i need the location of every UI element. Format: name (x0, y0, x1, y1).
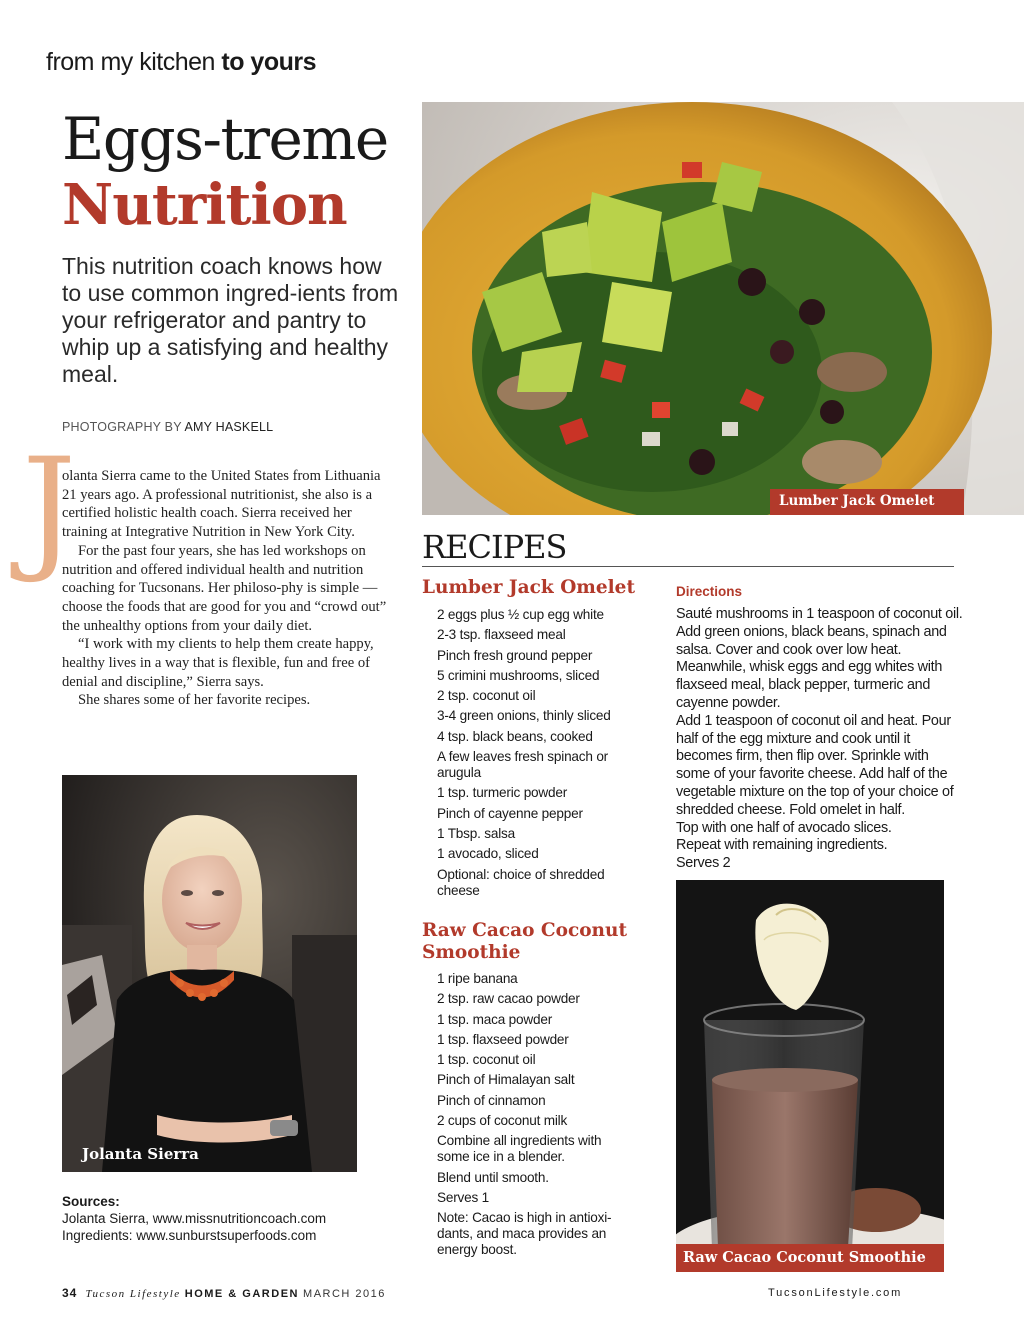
page-footer (62, 1286, 386, 1300)
ingredient-item: Pinch of Himalayan salt (437, 1072, 575, 1088)
issue-date: MARCH 2016 (303, 1288, 386, 1300)
article-title-line1: Eggs-treme (62, 105, 388, 173)
smoothie-photo (676, 880, 944, 1272)
directions-step: Add 1 teaspoon of coconut oil and heat. Pour half of the egg mixture and cook until it becomes firm, then flip over. Sprinkle with some of your favorite cheese. Add half of the vegetable mixture on the top of your choice of shredded cheese. Fold omelet in half. (676, 712, 954, 818)
recipe2-title: Raw Cacao Coconut Smoothie (422, 920, 628, 963)
ingredient-item: 1 ripe banana (437, 971, 518, 986)
directions-step: Sauté mushrooms in 1 teaspoon of coconut oil. Add green onions, black beans, spinach and salsa. Cover and cook over low heat. Meanwhile, whisk eggs and egg whites with flaxseed meal, black pepper, turmeric and cayenne powder. (676, 606, 963, 711)
ingredient-item: 3-4 green onions, thinly sliced (437, 708, 611, 724)
website-url: TucsonLifestyle.com (768, 1287, 903, 1299)
kicker-bold: to yours (221, 48, 317, 76)
directions-heading: Directions (676, 584, 743, 599)
sources-heading: Sources: (62, 1194, 120, 1209)
directions-step: Serves 2 (676, 855, 731, 872)
ingredient-item: Optional: choice of shredded cheese (437, 866, 605, 898)
directions-step: Top with one half of avocado slices. (676, 819, 892, 836)
body-paragraph: “I work with my clients to help them create happy, healthy lives in a way that is flexible, fun and free of denial and discipline,” Sierra says. (62, 636, 374, 690)
smoothie-illustration (676, 880, 944, 1272)
directions-step: Repeat with remaining ingredients. (676, 837, 888, 854)
ingredient-item: Serves 1 (437, 1189, 490, 1205)
ingredient-item: 5 crimini mushrooms, sliced (437, 667, 600, 683)
ingredient-item: 2-3 tsp. flaxseed meal (437, 627, 566, 643)
photo-credit (62, 420, 273, 434)
directions-text (676, 606, 966, 873)
ingredient-item: 2 eggs plus ½ cup egg white (437, 607, 604, 622)
portrait-caption: Jolanta Sierra (82, 1145, 199, 1163)
article-body (62, 467, 390, 710)
ingredient-item: Blend until smooth. (437, 1169, 549, 1185)
source-line: Ingredients: www.sunburstsuperfoods.com (62, 1228, 317, 1243)
source-line: Jolanta Sierra, www.missnutritioncoach.com (62, 1211, 327, 1226)
ingredient-item: Note: Cacao is high in antioxi-dants, and maca provides an energy boost. (437, 1210, 612, 1258)
portrait-illustration (62, 775, 357, 1172)
ingredient-item: 1 tsp. coconut oil (437, 1052, 536, 1068)
drop-cap: J (22, 429, 77, 586)
ingredient-item: 1 tsp. flaxseed powder (437, 1031, 569, 1047)
ingredient-item: 1 Tbsp. salsa (437, 825, 515, 841)
body-paragraph: olanta Sierra came to the United States from Lithuania 21 years ago. A professional nutritionist, she also is a certified holistic health coach. Sierra received her training at Integrative Nutrition in New York City. (62, 468, 381, 541)
recipes-heading: RECIPES (422, 528, 567, 566)
body-paragraph: For the past four years, she has led workshops on nutrition and offered individual health and nutrition coaching for Tucsonans. Her philoso-phy is simple — choose the foods that are good for you and “crowd out” the unhealthy options from your daily diet. (62, 542, 387, 634)
ingredient-item: 2 tsp. coconut oil (437, 688, 536, 704)
omelet-photo (422, 102, 1024, 515)
ingredient-item: Pinch of cayenne pepper (437, 805, 583, 821)
recipes-divider (422, 566, 954, 567)
kicker-light: from my kitchen (46, 48, 215, 76)
ingredient-item: 1 tsp. maca powder (437, 1011, 553, 1027)
portrait-photo (62, 775, 357, 1172)
magazine-name: Tucson Lifestyle (85, 1288, 181, 1300)
photo-credit-label: PHOTOGRAPHY BY (62, 420, 182, 434)
omelet-caption: Lumber Jack Omelet (779, 493, 935, 509)
article-dek: This nutrition coach knows how to use common ingred-ients from your refrigerator and pantry to whip up a satisfying and healthy meal. (62, 253, 399, 387)
omelet-illustration (422, 102, 1024, 515)
article-title-line2: Nutrition (62, 172, 347, 238)
photo-credit-name: AMY HASKELL (184, 420, 274, 434)
ingredient-item: 2 tsp. raw cacao powder (437, 991, 580, 1007)
ingredient-item: 2 cups of coconut milk (437, 1113, 568, 1129)
ingredient-item: 1 tsp. turmeric powder (437, 785, 568, 801)
ingredient-item: 1 avocado, sliced (437, 846, 539, 862)
body-paragraph: She shares some of her favorite recipes. (78, 692, 311, 709)
ingredient-item: Combine all ingredients with some ice in a blender. (437, 1133, 602, 1165)
recipe1-title: Lumber Jack Omelet (422, 577, 635, 598)
smoothie-caption: Raw Cacao Coconut Smoothie (683, 1249, 926, 1266)
ingredient-item: 4 tsp. black beans, cooked (437, 728, 593, 744)
page-number: 34 (62, 1286, 78, 1300)
ingredient-item: Pinch of cinnamon (437, 1092, 546, 1108)
sources-block (62, 1193, 326, 1244)
recipe1-ingredients (437, 607, 637, 903)
section-name: HOME & GARDEN (184, 1288, 299, 1300)
section-kicker (46, 48, 316, 77)
ingredient-item: Pinch fresh ground pepper (437, 647, 593, 663)
ingredient-item: A few leaves fresh spinach or arugula (437, 749, 609, 781)
recipe2-ingredients (437, 971, 637, 1263)
